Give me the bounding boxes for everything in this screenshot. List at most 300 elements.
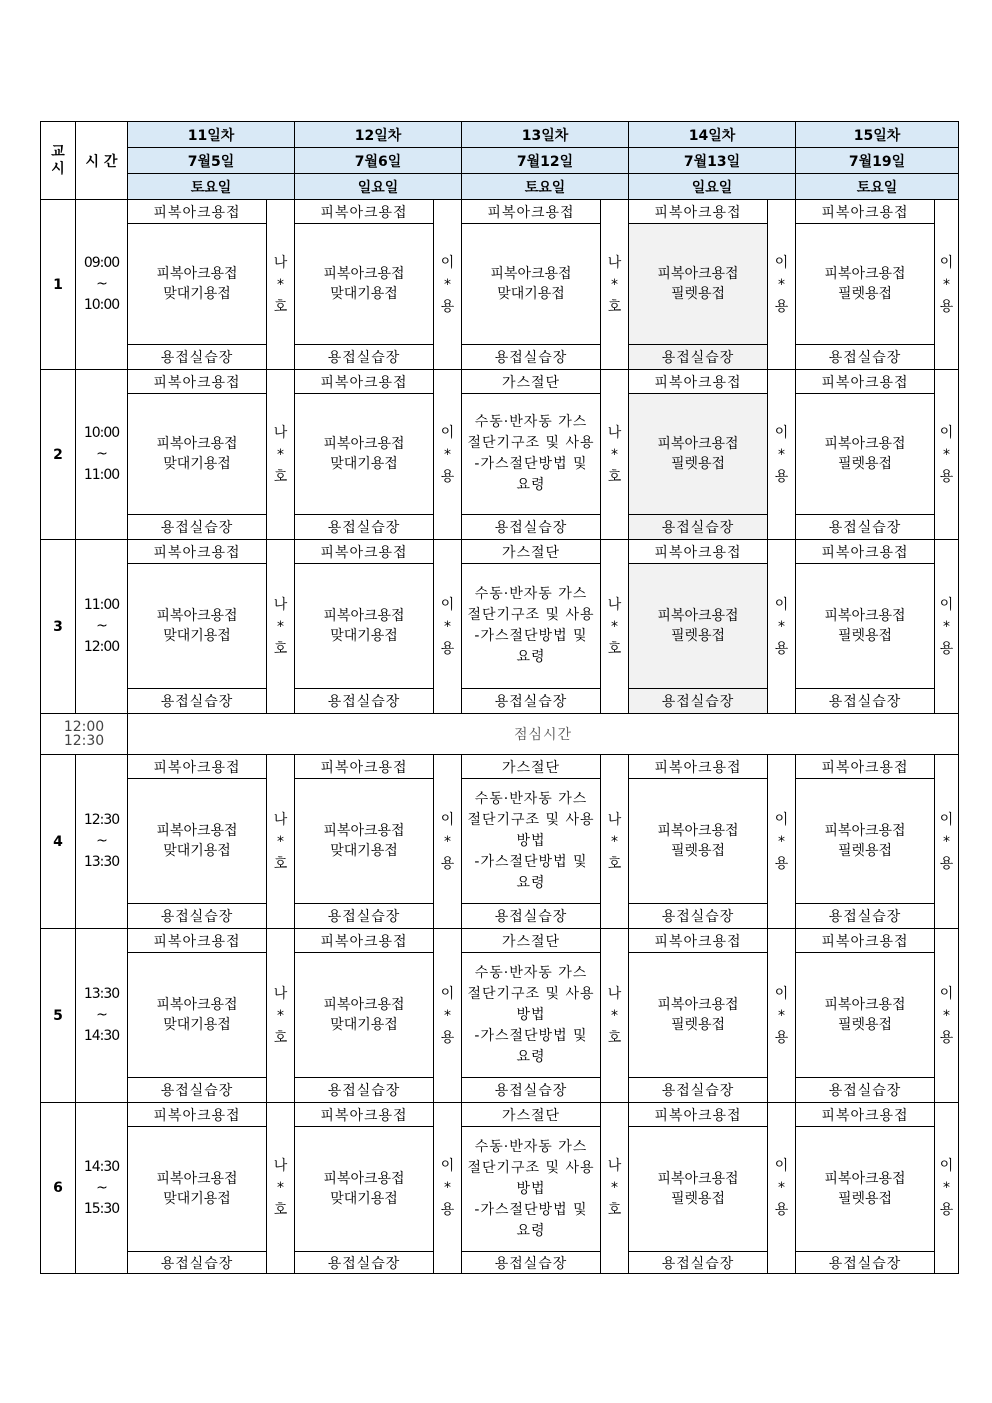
instructor-cell [601,370,629,540]
instructor-char: 이 [774,254,789,271]
lesson-line: -가스절단방법 및 [474,1027,588,1044]
subject-label: 피복아크용접 [295,200,434,224]
lunch-time-line: 12:30 [63,733,105,749]
instructor-char: 호 [607,855,622,872]
lesson-line: 피복아크용접 [323,1171,405,1187]
time-line: 14:30 [83,1028,120,1044]
instructor-char: 용 [440,1202,455,1218]
lesson-line: 피복아크용접 [323,997,405,1013]
lesson-content [462,394,601,515]
lesson-line: 요령 [516,874,546,891]
room-label: 용접실습장 [629,515,768,540]
subject-label: 피복아크용접 [629,1103,768,1127]
instructor-char: * [277,1180,284,1196]
lesson-line: 피복아크용접 [156,823,238,839]
day-header-day: 15일차 [796,122,959,148]
instructor-char: 호 [273,640,288,657]
instructor-char: 나 [607,985,622,1002]
lesson-content [128,953,267,1078]
instructor-cell [935,370,959,540]
instructor-cell [434,929,462,1103]
lesson-content [796,564,935,689]
subject-label: 피복아크용접 [128,540,267,564]
lesson-line: 피복아크용접 [824,436,906,452]
instructor-char: 이 [440,424,455,441]
time-range [76,370,128,540]
room-label: 용접실습장 [295,345,434,370]
time-line: 15:30 [83,1200,120,1217]
instructor-char: 용 [939,468,954,485]
time-range [76,200,128,370]
lesson-line: 맞대기용접 [163,628,231,644]
instructor-char: 나 [273,985,288,1002]
instructor-char: 호 [607,298,622,315]
lesson-line: 절단기구조 및 사용 [467,1159,595,1176]
lesson-line: 피복아크용접 [156,436,238,452]
lesson-content [128,1127,267,1252]
lesson-content [462,953,601,1078]
lesson-line: 피복아크용접 [824,997,906,1013]
lesson-line: -가스절단방법 및 [474,456,588,472]
instructor-cell [768,929,796,1103]
lesson-line: 맞대기용접 [330,286,398,302]
instructor-cell [267,755,295,929]
subject-label: 피복아크용접 [295,929,434,953]
lesson-line: 수동·반자동 가스 [474,1138,588,1155]
lesson-line: -가스절단방법 및 [474,1201,588,1218]
lesson-line: 맞대기용접 [497,286,565,302]
lunch-time [41,714,128,755]
room-label: 용접실습장 [295,1078,434,1103]
lesson-line: 피복아크용접 [657,823,739,839]
instructor-cell [601,929,629,1103]
instructor-cell [768,200,796,370]
lesson-line: 필렛용접 [837,843,893,859]
instructor-char: * [277,276,284,293]
room-label: 용접실습장 [462,345,601,370]
lesson-line: 요령 [516,1222,546,1239]
period-header [41,122,76,200]
lesson-line: 피복아크용접 [657,1171,739,1187]
instructor-cell [935,755,959,929]
lesson-line: 피복아크용접 [156,266,238,282]
instructor-char: 용 [774,640,789,657]
lunch-label: 점심시간 [128,714,959,755]
instructor-char: * [611,833,618,850]
day-header-weekday: 토요일 [462,174,629,200]
room-label: 용접실습장 [796,1252,935,1274]
room-label: 용접실습장 [462,1078,601,1103]
time-line: ~ [96,618,107,634]
instructor-char: 호 [273,1202,288,1218]
instructor-char: * [444,276,451,293]
time-line: 14:30 [83,1158,120,1175]
lesson-line: 피복아크용접 [824,608,906,624]
lesson-line: 수동·반자동 가스 [474,586,588,602]
instructor-char: * [611,1007,618,1024]
time-line: 10:00 [83,297,120,313]
instructor-cell [267,370,295,540]
instructor-char: 나 [607,424,622,441]
time-line: 12:00 [83,639,120,655]
instructor-cell [434,540,462,714]
lesson-content [128,394,267,515]
lesson-line: 피복아크용접 [323,436,405,452]
subject-label: 피복아크용접 [796,540,935,564]
instructor-char: 호 [273,855,288,872]
lesson-content [295,1127,434,1252]
lesson-line: 필렛용접 [670,628,726,644]
lesson-content [128,564,267,689]
lesson-line: 수동·반자동 가스 [474,964,588,981]
instructor-cell [434,1103,462,1274]
instructor-char: 용 [939,298,954,315]
subject-label: 피복아크용접 [128,1103,267,1127]
lesson-line: 피복아크용접 [323,266,405,282]
time-line: ~ [96,833,107,849]
lesson-line: 필렛용접 [837,456,893,472]
period-number: 2 [41,370,76,540]
instructor-char: 호 [607,468,622,485]
lesson-line: 피복아크용접 [657,608,739,624]
instructor-char: * [778,446,785,463]
instructor-char: 호 [273,1029,288,1046]
lesson-line: 피복아크용접 [156,997,238,1013]
instructor-char: * [943,1180,950,1196]
subject-label: 피복아크용접 [295,1103,434,1127]
schedule-body [41,122,959,1274]
instructor-cell [768,755,796,929]
instructor-char: 나 [273,424,288,441]
subject-label: 피복아크용접 [796,200,935,224]
instructor-char: * [943,276,950,293]
room-label: 용접실습장 [629,689,768,714]
subject-label: 피복아크용접 [796,929,935,953]
day-header-day: 13일차 [462,122,629,148]
instructor-char: * [277,446,284,463]
instructor-char: 용 [939,640,954,657]
time-range [76,1103,128,1274]
time-line: 09:00 [83,255,120,271]
instructor-char: * [444,446,451,463]
instructor-char: 나 [273,596,288,613]
room-label: 용접실습장 [128,904,267,929]
lesson-line: 피복아크용접 [657,266,739,282]
subject-label: 피복아크용접 [796,370,935,394]
instructor-char: 이 [939,596,954,613]
lesson-line: 필렛용접 [670,843,726,859]
subject-label: 가스절단 [462,1103,601,1127]
subject-label: 피복아크용접 [295,755,434,779]
lesson-line: 피복아크용접 [323,608,405,624]
lesson-line: 필렛용접 [670,456,726,472]
subject-label: 피복아크용접 [128,929,267,953]
lesson-line: 맞대기용접 [330,1017,398,1033]
instructor-char: 용 [440,640,455,657]
lesson-line: 피복아크용접 [657,436,739,452]
instructor-char: 이 [774,424,789,441]
period-number: 1 [41,200,76,370]
lesson-line: 수동·반자동 가스 [474,790,588,807]
instructor-cell [935,200,959,370]
lunch-time-line: 12:00 [63,719,105,735]
instructor-char: 이 [939,1158,954,1174]
instructor-char: * [611,276,618,293]
lesson-line: 절단기구조 및 사용 [467,811,595,828]
lesson-line: -가스절단방법 및 [474,853,588,870]
instructor-cell [935,1103,959,1274]
room-label: 용접실습장 [295,515,434,540]
instructor-char: 용 [939,855,954,872]
day-header-weekday: 일요일 [629,174,796,200]
instructor-char: * [778,276,785,293]
instructor-char: 이 [939,985,954,1002]
day-header-date: 7월12일 [462,148,629,174]
period-header-char: 시 [51,160,65,177]
room-label: 용접실습장 [796,345,935,370]
day-header-weekday: 일요일 [295,174,462,200]
lesson-content [462,779,601,904]
instructor-char: * [778,1007,785,1024]
instructor-char: * [444,833,451,850]
time-range [76,929,128,1103]
lesson-line: 맞대기용접 [330,843,398,859]
day-header-date: 7월19일 [796,148,959,174]
instructor-char: 용 [774,468,789,485]
room-label: 용접실습장 [295,904,434,929]
instructor-char: 나 [273,1158,288,1174]
instructor-char: 호 [273,298,288,315]
instructor-cell [935,540,959,714]
lesson-line: 맞대기용접 [163,456,231,472]
subject-label: 가스절단 [462,370,601,394]
room-label: 용접실습장 [128,515,267,540]
subject-label: 가스절단 [462,755,601,779]
lesson-line: 피복아크용접 [156,608,238,624]
lesson-content [629,394,768,515]
schedule-table [40,121,959,1274]
instructor-cell [434,200,462,370]
instructor-char: 호 [607,640,622,657]
lesson-content [295,953,434,1078]
time-line: 13:30 [83,854,120,870]
lesson-content [796,779,935,904]
lesson-content [295,779,434,904]
instructor-cell [768,540,796,714]
instructor-char: 이 [774,985,789,1002]
room-label: 용접실습장 [629,345,768,370]
day-header-date: 7월5일 [128,148,295,174]
time-range [76,755,128,929]
instructor-char: 용 [440,468,455,485]
instructor-char: 이 [440,596,455,613]
lesson-line: 요령 [516,649,546,665]
room-label: 용접실습장 [128,1078,267,1103]
room-label: 용접실습장 [128,689,267,714]
instructor-char: 용 [774,298,789,315]
instructor-cell [601,1103,629,1274]
instructor-cell [768,1103,796,1274]
day-header-day: 11일차 [128,122,295,148]
lesson-content [128,224,267,345]
instructor-char: 이 [440,254,455,271]
time-line: ~ [96,276,107,292]
subject-label: 피복아크용접 [295,370,434,394]
lesson-content [796,394,935,515]
instructor-char: * [943,1007,950,1024]
day-header-day: 12일차 [295,122,462,148]
lesson-line: 맞대기용접 [330,456,398,472]
lesson-line: 방법 [516,1180,546,1197]
instructor-char: * [277,833,284,850]
instructor-char: * [611,446,618,463]
room-label: 용접실습장 [629,1252,768,1274]
instructor-cell [434,755,462,929]
period-number: 5 [41,929,76,1103]
lesson-content [462,224,601,345]
instructor-cell [267,1103,295,1274]
room-label: 용접실습장 [128,1252,267,1274]
subject-label: 피복아크용접 [128,370,267,394]
instructor-char: 용 [939,1029,954,1046]
room-label: 용접실습장 [462,515,601,540]
room-label: 용접실습장 [796,689,935,714]
room-label: 용접실습장 [462,1252,601,1274]
subject-label: 피복아크용접 [462,200,601,224]
instructor-char: 이 [939,811,954,828]
time-header: 시 간 [76,122,128,200]
instructor-char: * [611,1180,618,1196]
instructor-cell [601,200,629,370]
instructor-char: 용 [774,1202,789,1218]
subject-label: 피복아크용접 [796,755,935,779]
lesson-content [128,779,267,904]
subject-label: 피복아크용접 [629,755,768,779]
lesson-line: 필렛용접 [837,1017,893,1033]
time-line: ~ [96,446,107,462]
time-line: 13:30 [83,986,120,1002]
instructor-char: * [277,618,284,635]
lesson-line: 피복아크용접 [490,266,572,282]
subject-label: 가스절단 [462,540,601,564]
lesson-content [796,953,935,1078]
room-label: 용접실습장 [796,515,935,540]
time-line: 12:30 [83,812,120,828]
subject-label: 피복아크용접 [629,540,768,564]
lesson-content [629,1127,768,1252]
instructor-char: 용 [939,1202,954,1218]
lesson-line: 절단기구조 및 사용 [467,607,595,623]
lesson-line: 필렛용접 [837,628,893,644]
instructor-char: * [277,1007,284,1024]
day-header-day: 14일차 [629,122,796,148]
instructor-char: 이 [774,811,789,828]
day-header-weekday: 토요일 [796,174,959,200]
instructor-char: 호 [607,1029,622,1046]
lesson-line: 피복아크용접 [323,823,405,839]
lesson-line: 맞대기용접 [163,286,231,302]
instructor-char: 용 [440,298,455,315]
period-number: 6 [41,1103,76,1274]
instructor-char: 용 [440,855,455,872]
room-label: 용접실습장 [462,689,601,714]
period-header-char: 교 [51,143,65,160]
instructor-cell [601,540,629,714]
instructor-char: * [444,618,451,635]
lesson-content [295,394,434,515]
lesson-line: 피복아크용접 [824,823,906,839]
instructor-char: * [611,618,618,635]
lesson-content [796,1127,935,1252]
lesson-line: 절단기구조 및 사용 [467,435,595,451]
room-label: 용접실습장 [629,904,768,929]
lesson-line: 요령 [516,477,546,493]
lesson-line: 필렛용접 [670,286,726,302]
instructor-cell [267,200,295,370]
subject-label: 피복아크용접 [295,540,434,564]
room-label: 용접실습장 [796,904,935,929]
period-number: 4 [41,755,76,929]
instructor-char: 용 [774,1029,789,1046]
lesson-content [629,564,768,689]
time-line: ~ [96,1179,107,1196]
instructor-char: * [943,833,950,850]
lesson-line: 맞대기용접 [330,628,398,644]
subject-label: 가스절단 [462,929,601,953]
lesson-line: 필렛용접 [837,286,893,302]
lesson-line: 필렛용접 [670,1191,726,1207]
instructor-char: * [778,618,785,635]
subject-label: 피복아크용접 [128,200,267,224]
lesson-line: 맞대기용접 [163,1017,231,1033]
instructor-cell [935,929,959,1103]
instructor-char: 나 [607,811,622,828]
subject-label: 피복아크용접 [796,1103,935,1127]
instructor-char: 이 [440,811,455,828]
room-label: 용접실습장 [295,1252,434,1274]
lesson-content [295,564,434,689]
instructor-char: * [444,1180,451,1196]
instructor-char: * [943,446,950,463]
subject-label: 피복아크용접 [629,370,768,394]
room-label: 용접실습장 [295,689,434,714]
lesson-line: 절단기구조 및 사용 [467,985,595,1002]
instructor-char: 이 [440,985,455,1002]
subject-label: 피복아크용접 [629,200,768,224]
instructor-char: 용 [774,855,789,872]
room-label: 용접실습장 [796,1078,935,1103]
lesson-line: 피복아크용접 [824,1171,906,1187]
time-line: 10:00 [83,425,120,441]
instructor-char: 용 [440,1029,455,1046]
lesson-line: 방법 [516,832,546,849]
lesson-content [462,564,601,689]
instructor-char: * [778,1180,785,1196]
lesson-content [629,779,768,904]
time-line: ~ [96,1007,107,1023]
instructor-char: * [943,618,950,635]
day-header-date: 7월13일 [629,148,796,174]
lesson-content [629,953,768,1078]
instructor-char: 호 [273,468,288,485]
instructor-char: 이 [774,596,789,613]
instructor-cell [267,540,295,714]
room-label: 용접실습장 [128,345,267,370]
lesson-line: 맞대기용접 [330,1191,398,1207]
instructor-char: * [444,1007,451,1024]
instructor-char: 나 [607,596,622,613]
instructor-char: 나 [273,811,288,828]
